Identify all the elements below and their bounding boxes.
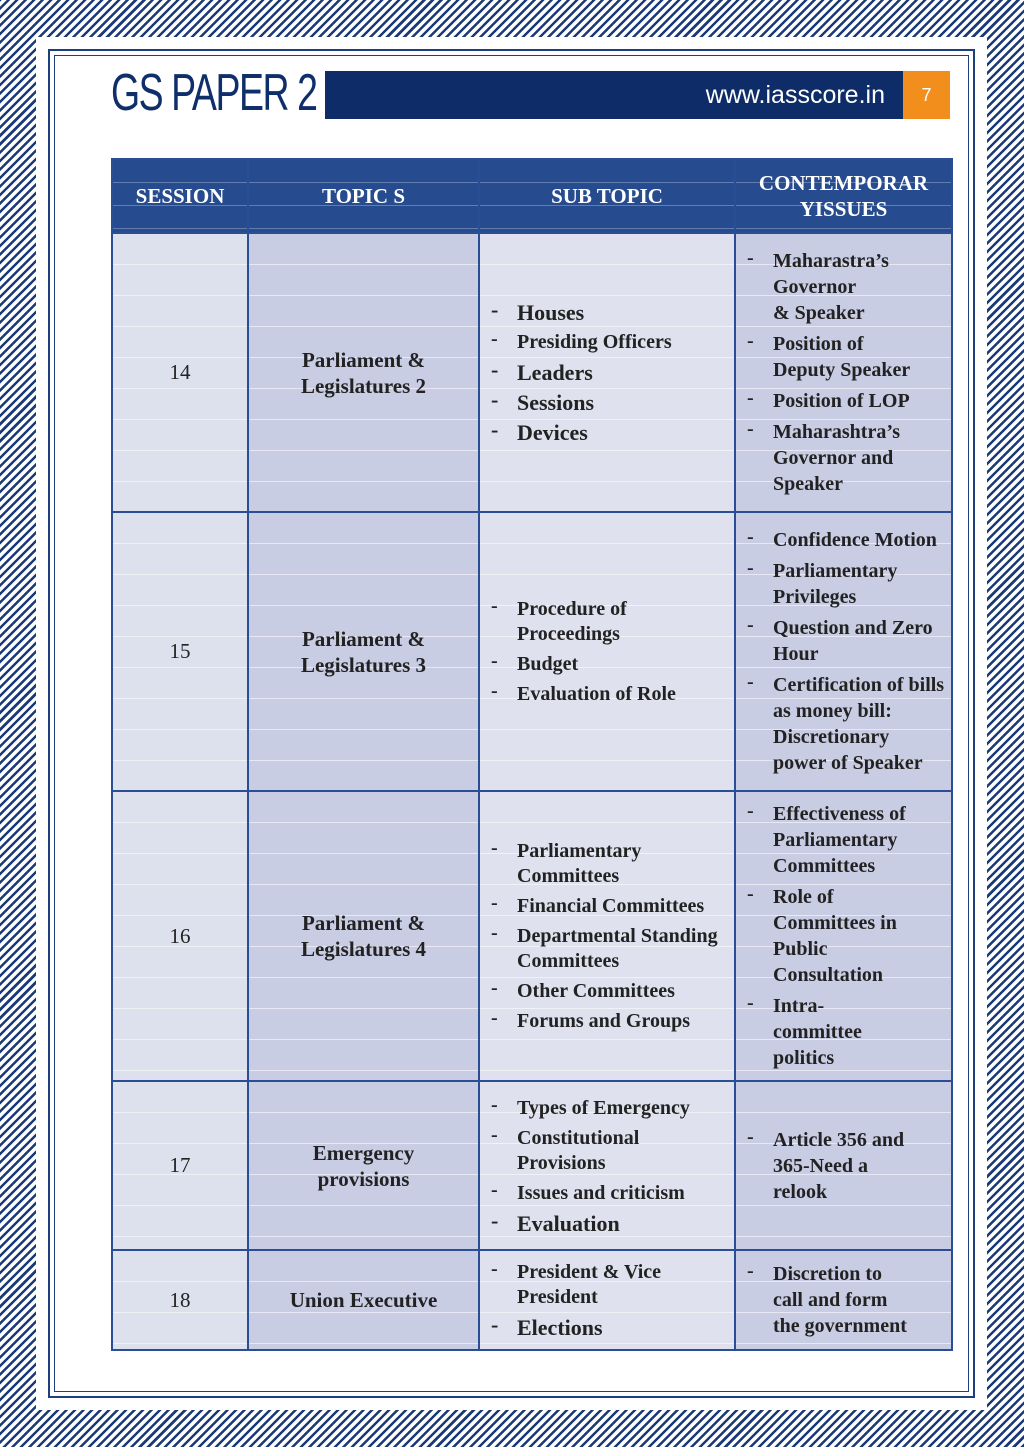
list-item: - Elections <box>490 1315 728 1340</box>
issues-list <box>746 1127 947 1205</box>
list-item: - Constitutional Provisions <box>490 1126 728 1176</box>
header-bar <box>325 71 903 119</box>
page <box>36 37 987 1410</box>
list-item: - Question and Zero Hour <box>746 615 947 667</box>
column-header-sub-topic: SUB TOPIC <box>479 159 735 233</box>
sub-topic-list <box>490 839 728 1034</box>
session-number: 17 <box>112 1081 248 1250</box>
list-item: - Article 356 and 365-Need a relook <box>746 1127 947 1205</box>
list-item: - Sessions <box>490 390 728 415</box>
sub-topic-cell <box>479 791 735 1081</box>
list-item: - Financial Committees <box>490 894 728 919</box>
list-item: - Departmental Standing Committees <box>490 924 728 974</box>
table-row <box>112 791 952 1081</box>
table-row <box>112 1081 952 1250</box>
column-header-topics: TOPIC S <box>248 159 479 233</box>
session-number: 18 <box>112 1250 248 1350</box>
table-row <box>112 233 952 512</box>
list-item: - Role of Committees in Public Consultation <box>746 884 947 988</box>
topic-name: Parliament & Legislatures 3 <box>248 512 479 791</box>
topic-name: Union Executive <box>248 1250 479 1350</box>
list-item: - Types of Emergency <box>490 1096 728 1121</box>
topic-name: Parliament & Legislatures 2 <box>248 233 479 512</box>
table-row <box>112 512 952 791</box>
list-item: - Evaluation <box>490 1211 728 1236</box>
sub-topic-cell <box>479 512 735 791</box>
list-item: - Parliamentary Committees <box>490 839 728 889</box>
list-item: - Devices <box>490 420 728 445</box>
issues-list <box>746 1261 947 1339</box>
list-item: - President & Vice President <box>490 1260 728 1310</box>
list-item: - Procedure of Proceedings <box>490 597 728 647</box>
session-number: 14 <box>112 233 248 512</box>
list-item: - Houses <box>490 300 728 325</box>
list-item: - Evaluation of Role <box>490 682 728 707</box>
sub-topic-cell <box>479 233 735 512</box>
list-item: - Position of LOP <box>746 388 927 414</box>
topic-name: Emergency provisions <box>248 1081 479 1250</box>
issues-cell <box>735 1250 952 1350</box>
list-item: - Maharashtra’s Governor and Speaker <box>746 419 927 497</box>
list-item: - Confidence Motion <box>746 527 947 553</box>
page-title: GS PAPER 2 <box>111 64 317 122</box>
issues-list <box>746 248 927 497</box>
list-item: - Certification of bills as money bill: Discretionary power of Speaker <box>746 672 947 776</box>
issues-list <box>746 801 947 1071</box>
list-item: - Other Committees <box>490 979 728 1004</box>
website-url[interactable]: www.iasscore.in <box>705 81 885 109</box>
table-row <box>112 1250 952 1350</box>
session-number: 15 <box>112 512 248 791</box>
sub-topic-list <box>490 597 728 707</box>
sub-topic-list <box>490 1096 728 1236</box>
list-item: - Effectiveness of Parliamentary Committees <box>746 801 947 879</box>
issues-cell <box>735 1081 952 1250</box>
issues-cell <box>735 791 952 1081</box>
topic-name: Parliament & Legislatures 4 <box>248 791 479 1081</box>
list-item: - Maharastra’s Governor & Speaker <box>746 248 927 326</box>
issues-cell <box>735 512 952 791</box>
table-header-row <box>112 159 952 233</box>
sub-topic-cell <box>479 1250 735 1350</box>
list-item: - Position of Deputy Speaker <box>746 331 927 383</box>
issues-cell <box>735 233 952 512</box>
list-item: - Budget <box>490 652 728 677</box>
list-item: - Issues and criticism <box>490 1181 728 1206</box>
list-item: - Discretion to call and form the government <box>746 1261 947 1339</box>
sub-topic-list <box>490 1260 728 1340</box>
sub-topic-cell <box>479 1081 735 1250</box>
session-number: 16 <box>112 791 248 1081</box>
column-header-session: SESSION <box>112 159 248 233</box>
list-item: - Presiding Officers <box>490 330 728 355</box>
syllabus-table <box>111 158 953 1351</box>
list-item: - Forums and Groups <box>490 1009 728 1034</box>
column-header-contemporary-issues: CONTEMPORAR YISSUES <box>735 159 952 233</box>
list-item: - Intra-committee politics <box>746 993 947 1071</box>
page-number-badge: 7 <box>903 71 950 119</box>
list-item: - Leaders <box>490 360 728 385</box>
list-item: - Parliamentary Privileges <box>746 558 947 610</box>
issues-list <box>746 527 947 776</box>
sub-topic-list <box>490 300 728 445</box>
